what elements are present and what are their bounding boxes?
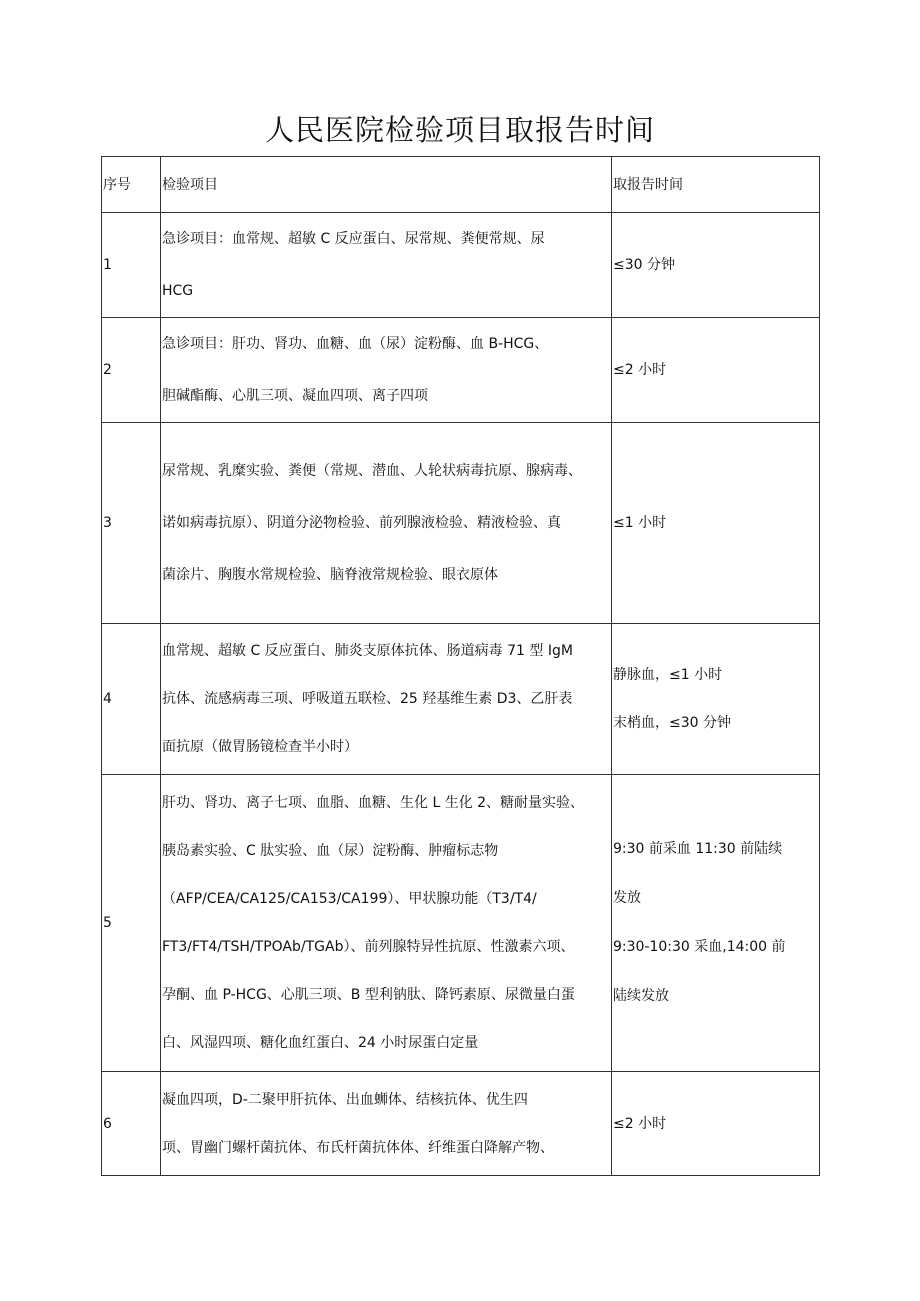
row-time: 静脉血，≤1 小时 末梢血，≤30 分钟 xyxy=(612,624,820,775)
row-time: ≤1 小时 xyxy=(612,423,820,624)
header-item: 检验项目 xyxy=(161,157,612,213)
table-row xyxy=(102,213,820,318)
row-time: 9:30 前采血 11:30 前陆续 发放 9:30-10:30 采血,14:00 前 陆续发放 xyxy=(612,775,820,1072)
row-no: 2 xyxy=(102,318,161,423)
row-no: 6 xyxy=(102,1072,161,1176)
row-item: 尿常规、乳糜实验、粪便（常规、潜血、人轮状病毒抗原、腺病毒、 诺如病毒抗原）、阴道分泌物检验、前列腺液检验、精液检验、真 菌涂片、胸腹水常规检验、脑脊液常规检验、眼衣原体 xyxy=(161,423,612,624)
row-time: ≤2 小时 xyxy=(612,318,820,423)
table-header-row xyxy=(102,157,820,213)
row-item: 凝血四项，D-二聚甲肝抗体、出血蛳体、结核抗体、优生四 项、胃幽门螺杆菌抗体、布氏杆菌抗体体、纤维蛋白降解产物、 xyxy=(161,1072,612,1176)
row-item: 肝功、肾功、离子七项、血脂、血糖、生化 L 生化 2、糖耐量实验、 胰岛素实验、C 肽实验、血（尿）淀粉酶、肿瘤标志物 （AFP/CEA/CA125/CA153/CA199）、甲状腺功能（T3/T4/ FT3/FT4/TSH/TPOAb/TGAb）、前列腺特异性抗原、性激素六项、 孕酮、血 P-HCG、心肌三项、B 型利钠肽、降钙素原、尿微量白蛋 白、风湿四项、糖化血红蛋白、24 小时尿蛋白定量 xyxy=(161,775,612,1072)
row-time: ≤30 分钟 xyxy=(612,213,820,318)
row-item: 血常规、超敏 C 反应蛋白、肺炎支原体抗体、肠道病毒 71 型 IgM 抗体、流感病毒三项、呼吸道五联检、25 羟基维生素 D3、乙肝表 面抗原（做胃肠镜检查半小时） xyxy=(161,624,612,775)
report-table xyxy=(101,156,820,1176)
row-no: 1 xyxy=(102,213,161,318)
table-row xyxy=(102,624,820,775)
header-time: 取报告时间 xyxy=(612,157,820,213)
row-no: 5 xyxy=(102,775,161,1072)
page-title: 人民医院检验项目取报告时间 xyxy=(264,113,655,147)
table-row xyxy=(102,318,820,423)
row-item: 急诊项目：肝功、肾功、血糖、血（尿）淀粉酶、血 B-HCG、 胆碱酯酶、心肌三项、凝血四项、离子四项 xyxy=(161,318,612,423)
row-item: 急诊项目：血常规、超敏 C 反应蛋白、尿常规、粪便常规、尿 HCG xyxy=(161,213,612,318)
table-row xyxy=(102,1072,820,1176)
row-no: 4 xyxy=(102,624,161,775)
header-no: 序号 xyxy=(102,157,161,213)
row-time: ≤2 小时 xyxy=(612,1072,820,1176)
row-no: 3 xyxy=(102,423,161,624)
table-row xyxy=(102,775,820,1072)
table-row xyxy=(102,423,820,624)
